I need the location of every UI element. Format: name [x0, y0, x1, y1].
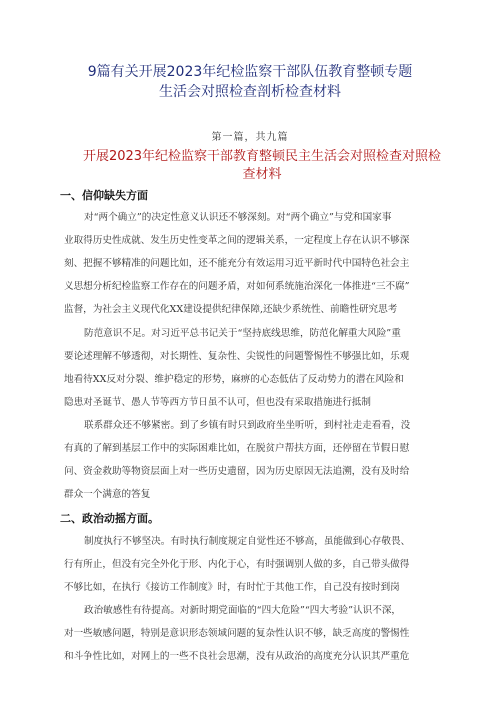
- document-title-line-2: 生活会对照检查剖析检查材料: [159, 84, 341, 100]
- paragraph-line: 问、资金救助等物资层面上对一些历史遗留，因为历史原因无法追溯，没有及时给: [64, 466, 410, 477]
- paragraph-line: 业取得历史性成就、发生历史性变革之间的逻辑关系，一定程度上存在认识不够深: [64, 235, 410, 246]
- paragraph-line: 隐患对圣诞节、愚人节等西方节日虽不认可，但也没有采取措施进行抵制: [64, 397, 371, 408]
- paragraph-line: 有真的了解到基层工作中的实际困难比如，在脱贫户帮扶方面，还停留在节假日慰: [64, 443, 410, 454]
- paragraph-line: 对“两个确立”的决定性意义认识还不够深刻。对“两个确立”与党和国家事: [84, 212, 392, 223]
- paragraph-line: 义思想分析纪检监察工作存在的问题矛盾，对如何系统施治深化一体推进“三不腐”: [64, 281, 410, 292]
- paragraph-line: 行有所止，但没有完全外化于形、内化于心，有时强调别人做的多，自己带头做得: [64, 559, 410, 570]
- paragraph-line: 要论述理解不够透彻，对长期性、复杂性、尖锐性的问题警惕性不够强比如，乐观: [64, 351, 410, 362]
- section-heading-2: 二、政治动摇方面。: [60, 512, 159, 525]
- paragraph-line: 刻、把握不够精准的问题比如，还不能充分有效运用习近平新时代中国特色社会主: [64, 258, 410, 269]
- part-label: 第一篇，共九篇: [211, 132, 289, 143]
- paragraph-line: 政治敏感性有待提高。对新时期党面临的“四大危险”“四大考验”认识不深，: [84, 605, 402, 616]
- paragraph-line: 监督，为社会主义现代化XX建设提供纪律保障,还缺少系统性、前瞻性研究思考: [64, 304, 398, 315]
- paragraph-line: 防范意识不足。对习近平总书记关于“坚持底线思维，防范化解重大风险”重: [84, 328, 401, 339]
- paragraph-line: 不够比如，在执行《接访工作制度》时，有时忙于其他工作，自己没有按时到岗: [64, 582, 400, 593]
- paragraph-line: 群众一个满意的答复: [64, 489, 151, 500]
- paragraph-line: 联系群众还不够紧密。到了乡镇有时只到政府坐坐听听，到村社走走看看，没: [84, 420, 411, 431]
- paragraph-line: 对一些敏感问题，特别是意识形态领域问题的复杂性认识不够，缺乏高度的警惕性: [64, 628, 410, 639]
- section-heading-1: 一、信仰缺失方面: [60, 189, 148, 202]
- paragraph-line: 地看待XX反对分裂、维护稳定的形势，麻痹的心态低估了反动势力的潜在风险和: [64, 374, 404, 385]
- part-title-line-1: 开展2023年纪检监察干部教育整顿民主生活会对照检查对照检: [82, 149, 442, 164]
- part-title-line-2: 查材料: [242, 167, 282, 182]
- paragraph-line: 制度执行不够坚决。有时执行制度规定自觉性还不够高，虽能做到心存敬畏、: [84, 536, 411, 547]
- paragraph-line: 和斗争性比如，对网上的一些不良社会思潮，没有从政治的高度充分认识其严重危: [64, 651, 410, 662]
- document-title-line-1: 9篇有关开展2023年纪检监察干部队伍教育整顿专题: [87, 64, 413, 80]
